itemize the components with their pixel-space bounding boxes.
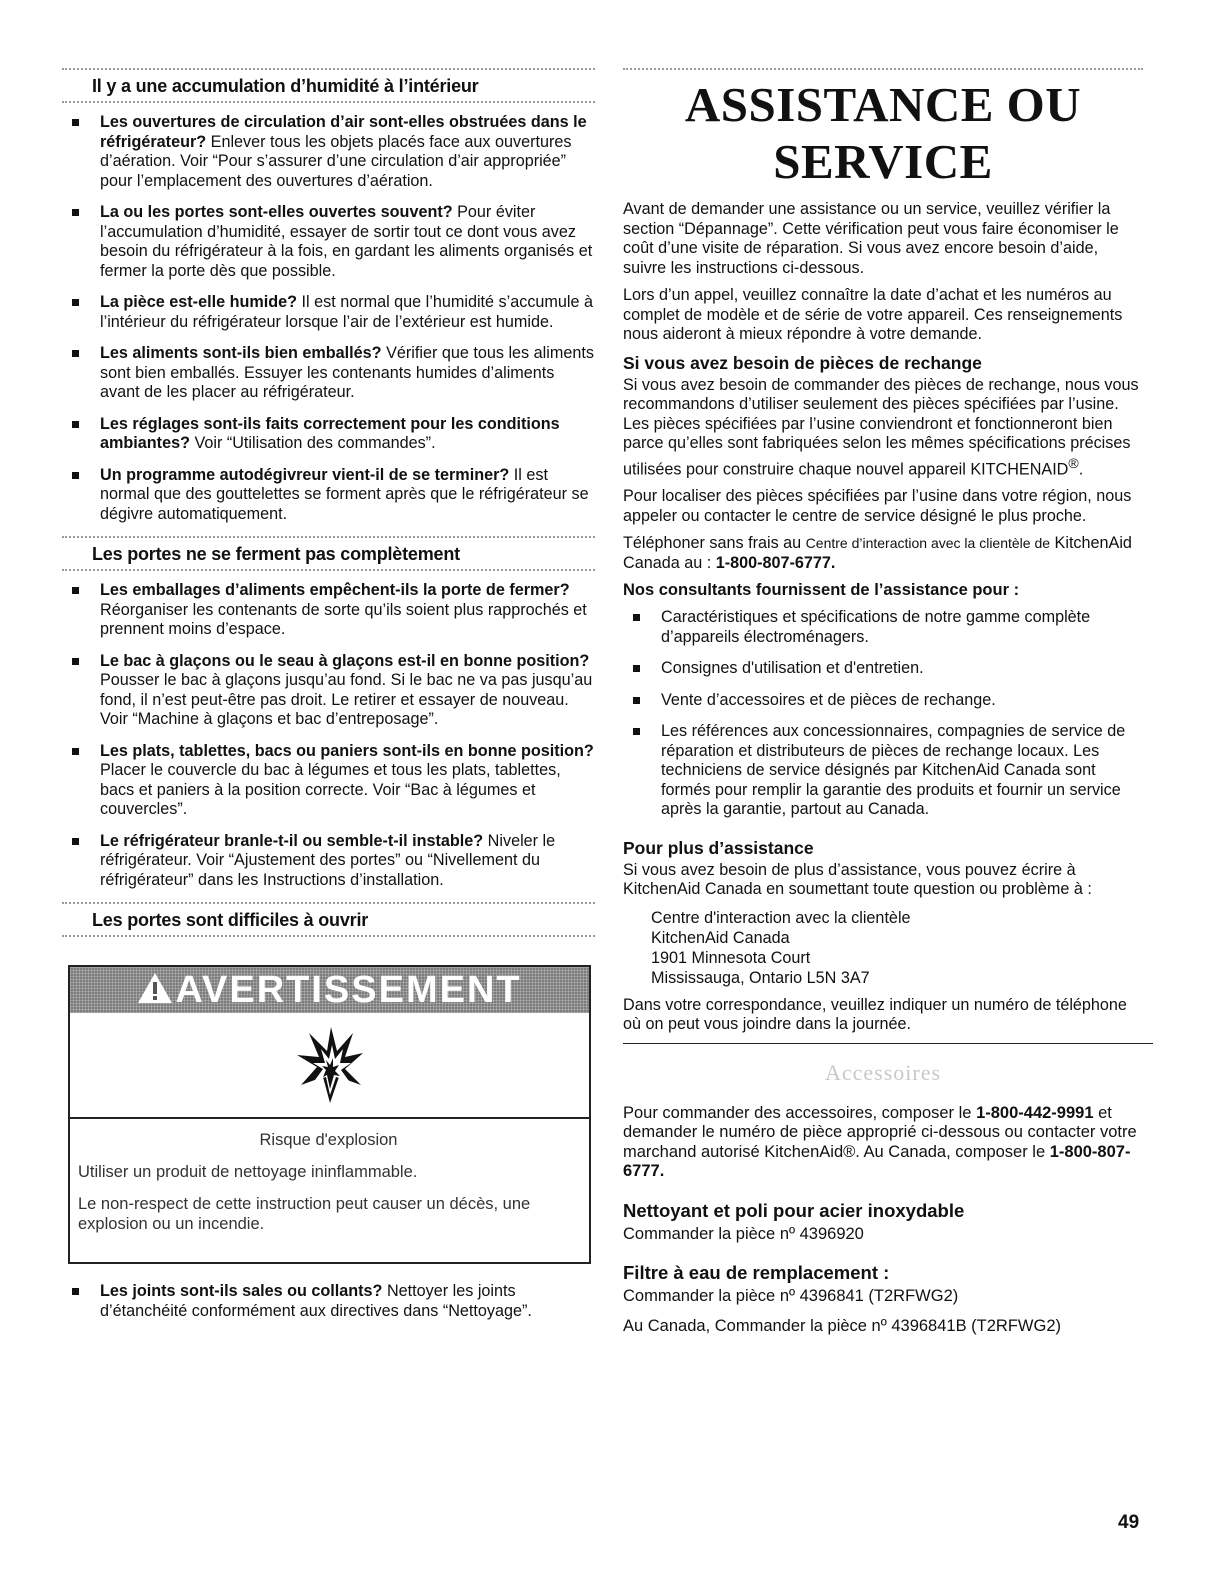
accessories-title: Accessoires — [824, 1059, 942, 1085]
phone-text: KitchenAid Canada au : — [623, 534, 1132, 572]
parts-heading: Si vous avez besoin de pièces de rechange — [623, 352, 982, 373]
divider — [62, 101, 595, 103]
item-question: Un programme autodégivreur vient-il de se terminer? — [100, 465, 510, 484]
item-text: Consignes d'utilisation et d'entretien. — [661, 659, 924, 678]
phone-paragraph — [623, 534, 1143, 573]
warning-text — [70, 1119, 589, 1262]
list-item — [62, 581, 595, 640]
parts-text: Si vous avez besoin de commander des pièces de rechange, nous vous recommandons d’utiliser seulement des pièces spécifiées par l’usine. Les pièces spécifiées par l’usine conviendront et fonctionneront bien parce qu’elles sont fabriquées selon les mêmes spécifications précises utilisées pour construire chaque nouvel appareil KITCHENAID — [623, 375, 1139, 478]
divider — [62, 569, 595, 571]
bullet-icon — [72, 209, 79, 216]
item-question: Les joints sont-ils sales ou collants? — [100, 1282, 383, 1300]
section-heading-doors-close: Les portes ne se ferment pas complètement — [92, 544, 460, 564]
consultants-list — [623, 608, 1143, 820]
divider — [623, 68, 1143, 70]
bullet-icon — [633, 665, 640, 672]
divider — [62, 935, 595, 937]
section-heading-doors-open: Les portes sont difficiles à ouvrir — [92, 910, 369, 930]
phone-number: 1-800-807-6777. — [623, 1142, 1131, 1181]
list-item — [62, 113, 595, 191]
humidity-list — [62, 113, 595, 524]
item-question: La pièce est-elle humide? — [100, 293, 298, 311]
item-question: Le réfrigérateur branle-t-il ou semble-t-il instable? — [100, 831, 484, 850]
intro-paragraph: Lors d’un appel, veuillez connaître la date d’achat et les numéros au complet de modèle et de série de votre appareil. Ces renseignements nous aideront à mieux répondre à votre demande. — [623, 286, 1123, 343]
mailing-address — [651, 908, 1143, 988]
consultants-heading: Nos consultants fournissent de l’assistance pour : — [623, 581, 1020, 600]
list-item — [623, 722, 1143, 820]
bullet-icon — [72, 658, 79, 665]
bullet-icon — [72, 119, 79, 126]
list-item — [62, 203, 595, 281]
accessories-text: et demander le numéro de pièce approprié ci-dessous ou contacter votre marchand autorisé KitchenAid®. Au Canada, composer le — [623, 1103, 1137, 1161]
warning-triangle-icon — [137, 972, 173, 1009]
filter-heading: Filtre à eau de remplacement : — [623, 1261, 890, 1283]
item-answer: Pousser le bac à glaçons jusqu’au fond. Si le bac ne va pas jusqu’au fond, il n’est peut-être pas droit. Le retirer et essayer de nouveau. Voir “Machine à glaçons et bac d’entreposage”. — [100, 671, 593, 728]
page-title: ASSISTANCE OU SERVICE — [684, 77, 1082, 189]
section-heading-humidity: Il y a une accumulation d’humidité à l’intérieur — [92, 76, 479, 96]
address-line: KitchenAid Canada — [651, 928, 790, 947]
left-column — [62, 68, 595, 1333]
parts-paragraph: Pour localiser des pièces spécifiées par l’usine dans votre région, nous appeler ou contacter le centre de service désigné le plus proche. — [623, 487, 1132, 525]
item-question: Les ouvertures de circulation d’air sont-elles obstruées dans le réfrigérateur? — [100, 113, 587, 151]
item-question: Les aliments sont-ils bien emballés? — [100, 344, 382, 362]
item-answer: Voir “Utilisation des commandes”. — [189, 434, 436, 452]
item-answer: Enlever tous les objets placés face aux ouvertures d’aération. Voir “Pour s’assurer d’une circulation d’air appropriée” pour l’emplacement des ouvertures d’aération. — [100, 132, 572, 190]
item-answer: Nettoyer les joints d’étanchéité conformément aux directives dans “Nettoyage”. — [100, 1282, 532, 1320]
item-text: Les références aux concessionnaires, compagnies de service de réparation et distributeurs de pièces de rechange locaux. Les techniciens de service désignés par KitchenAid Canada sont formés pour remplir la garantie des produits et fournir un service après la garantie, partout au Canada. — [661, 722, 1126, 819]
list-item — [623, 659, 1143, 679]
bullet-icon — [72, 1288, 79, 1295]
phone-number: 1-800-442-9991 — [976, 1103, 1094, 1122]
address-line: Mississauga, Ontario L5N 3A7 — [651, 968, 870, 987]
cleaner-part: Commander la pièce nº 4396920 — [623, 1224, 864, 1243]
warning-instruction: Utiliser un produit de nettoyage ininflammable. — [78, 1163, 418, 1181]
intro-paragraph: Avant de demander une assistance ou un service, veuillez vérifier la section “Dépannage”. Cette vérification peut vous faire économiser le coût d’une visite de réparation. Si vous avez encore besoin d’aide, suivre les instructions ci-dessous. — [623, 200, 1119, 277]
right-column — [623, 68, 1143, 1346]
bullet-icon — [72, 838, 79, 845]
list-item — [623, 691, 1143, 711]
phone-text: Téléphoner sans frais au — [623, 534, 806, 553]
item-question: Les emballages d’aliments empêchent-ils la porte de fermer? — [100, 581, 570, 599]
more-help-paragraph: Dans votre correspondance, veuillez indiquer un numéro de téléphone où on peut vous joindre dans la journée. — [623, 995, 1127, 1034]
bullet-icon — [72, 587, 79, 594]
list-item — [62, 466, 595, 525]
page-number: 49 — [1118, 1512, 1140, 1533]
list-item — [62, 832, 595, 891]
list-item — [62, 344, 595, 403]
phone-text-small: Centre d’interaction avec la clientèle de — [805, 535, 1051, 552]
address-line: 1901 Minnesota Court — [651, 948, 811, 967]
address-line: Centre d'interaction avec la clientèle — [651, 908, 911, 927]
warning-banner — [70, 967, 589, 1013]
list-item — [62, 742, 595, 820]
bullet-icon — [72, 421, 79, 428]
doors-close-list — [62, 581, 595, 890]
bullet-icon — [72, 472, 79, 479]
item-text: Caractéristiques et spécifications de notre gamme complète d’appareils électroménagers. — [661, 608, 1091, 646]
accessories-paragraph — [623, 1104, 1143, 1182]
item-answer: Vérifier que tous les aliments sont bien emballés. Essuyer les contenants humides d’aliments avant de les placer au réfrigérateur. — [100, 344, 594, 401]
warning-risk: Risque d'explosion — [259, 1131, 398, 1149]
doors-open-list — [62, 1282, 595, 1321]
item-answer: Pour éviter l’accumulation d’humidité, essayer de sortir tout ce dont vous avez besoin du réfrigérateur à la fois, en gardant les aliments organisés et fermer la porte dès que possible. — [100, 203, 593, 280]
cleaner-heading: Nettoyant et poli pour acier inoxydable — [623, 1199, 965, 1221]
filter-part: Commander la pièce nº 4396841 (T2RFWG2) — [623, 1286, 959, 1305]
item-question: Le bac à glaçons ou le seau à glaçons est-il en bonne position? — [100, 651, 590, 670]
parts-text: . — [1078, 459, 1084, 478]
explosion-icon — [70, 1013, 589, 1119]
item-answer: Il est normal que des gouttelettes se forment après que le réfrigérateur se dégivre automatiquement. — [100, 465, 589, 523]
bullet-icon — [72, 299, 79, 306]
bullet-icon — [633, 697, 640, 704]
item-question: La ou les portes sont-elles ouvertes souvent? — [100, 203, 453, 221]
phone-number: 1-800-807-6777. — [715, 553, 836, 572]
list-item — [62, 415, 595, 454]
item-answer: Il est normal que l’humidité s’accumule à l’intérieur du réfrigérateur lorsque l’air de l’extérieur est humide. — [100, 293, 594, 331]
item-question: Les réglages sont-ils faits correctement pour les conditions ambiantes? — [100, 414, 560, 452]
bullet-icon — [633, 614, 640, 621]
item-answer: Placer le couvercle du bac à légumes et tous les plats, tablettes, bacs et paniers à la position correcte. Voir “Bac à légumes et couvercles”. — [100, 761, 561, 818]
list-item — [62, 293, 595, 332]
divider — [623, 1043, 1153, 1044]
list-item — [62, 1282, 595, 1321]
more-help-heading: Pour plus d’assistance — [623, 837, 814, 858]
filter-part-canada: Au Canada, Commander la pièce nº 4396841B (T2RFWG2) — [623, 1316, 1061, 1335]
bullet-icon — [72, 748, 79, 755]
list-item — [623, 608, 1143, 647]
warning-box — [68, 965, 591, 1264]
warning-title: AVERTISSEMENT — [175, 968, 522, 1011]
more-help-paragraph: Si vous avez besoin de plus d’assistance, vous pouvez écrire à KitchenAid Canada en soumettant toute question ou problème à : — [623, 860, 1092, 899]
item-text: Vente d’accessoires et de pièces de rechange. — [661, 690, 996, 709]
item-answer: Niveler le réfrigérateur. Voir “Ajustement des portes” ou “Nivellement du réfrigérateur” dans les Instructions d’installation. — [100, 831, 556, 889]
item-question: Les plats, tablettes, bacs ou paniers sont-ils en bonne position? — [100, 741, 594, 760]
warning-consequence: Le non-respect de cette instruction peut causer un décès, une explosion ou un incendie. — [78, 1195, 531, 1233]
registered-mark: ® — [1068, 454, 1079, 471]
item-answer: Réorganiser les contenants de sorte qu’ils soient plus rapprochés et prennent moins d’espace. — [100, 600, 587, 638]
list-item — [62, 652, 595, 730]
bullet-icon — [633, 728, 640, 735]
parts-paragraph — [623, 376, 1143, 480]
accessories-text: Pour commander des accessoires, composer le — [623, 1103, 977, 1122]
bullet-icon — [72, 350, 79, 357]
